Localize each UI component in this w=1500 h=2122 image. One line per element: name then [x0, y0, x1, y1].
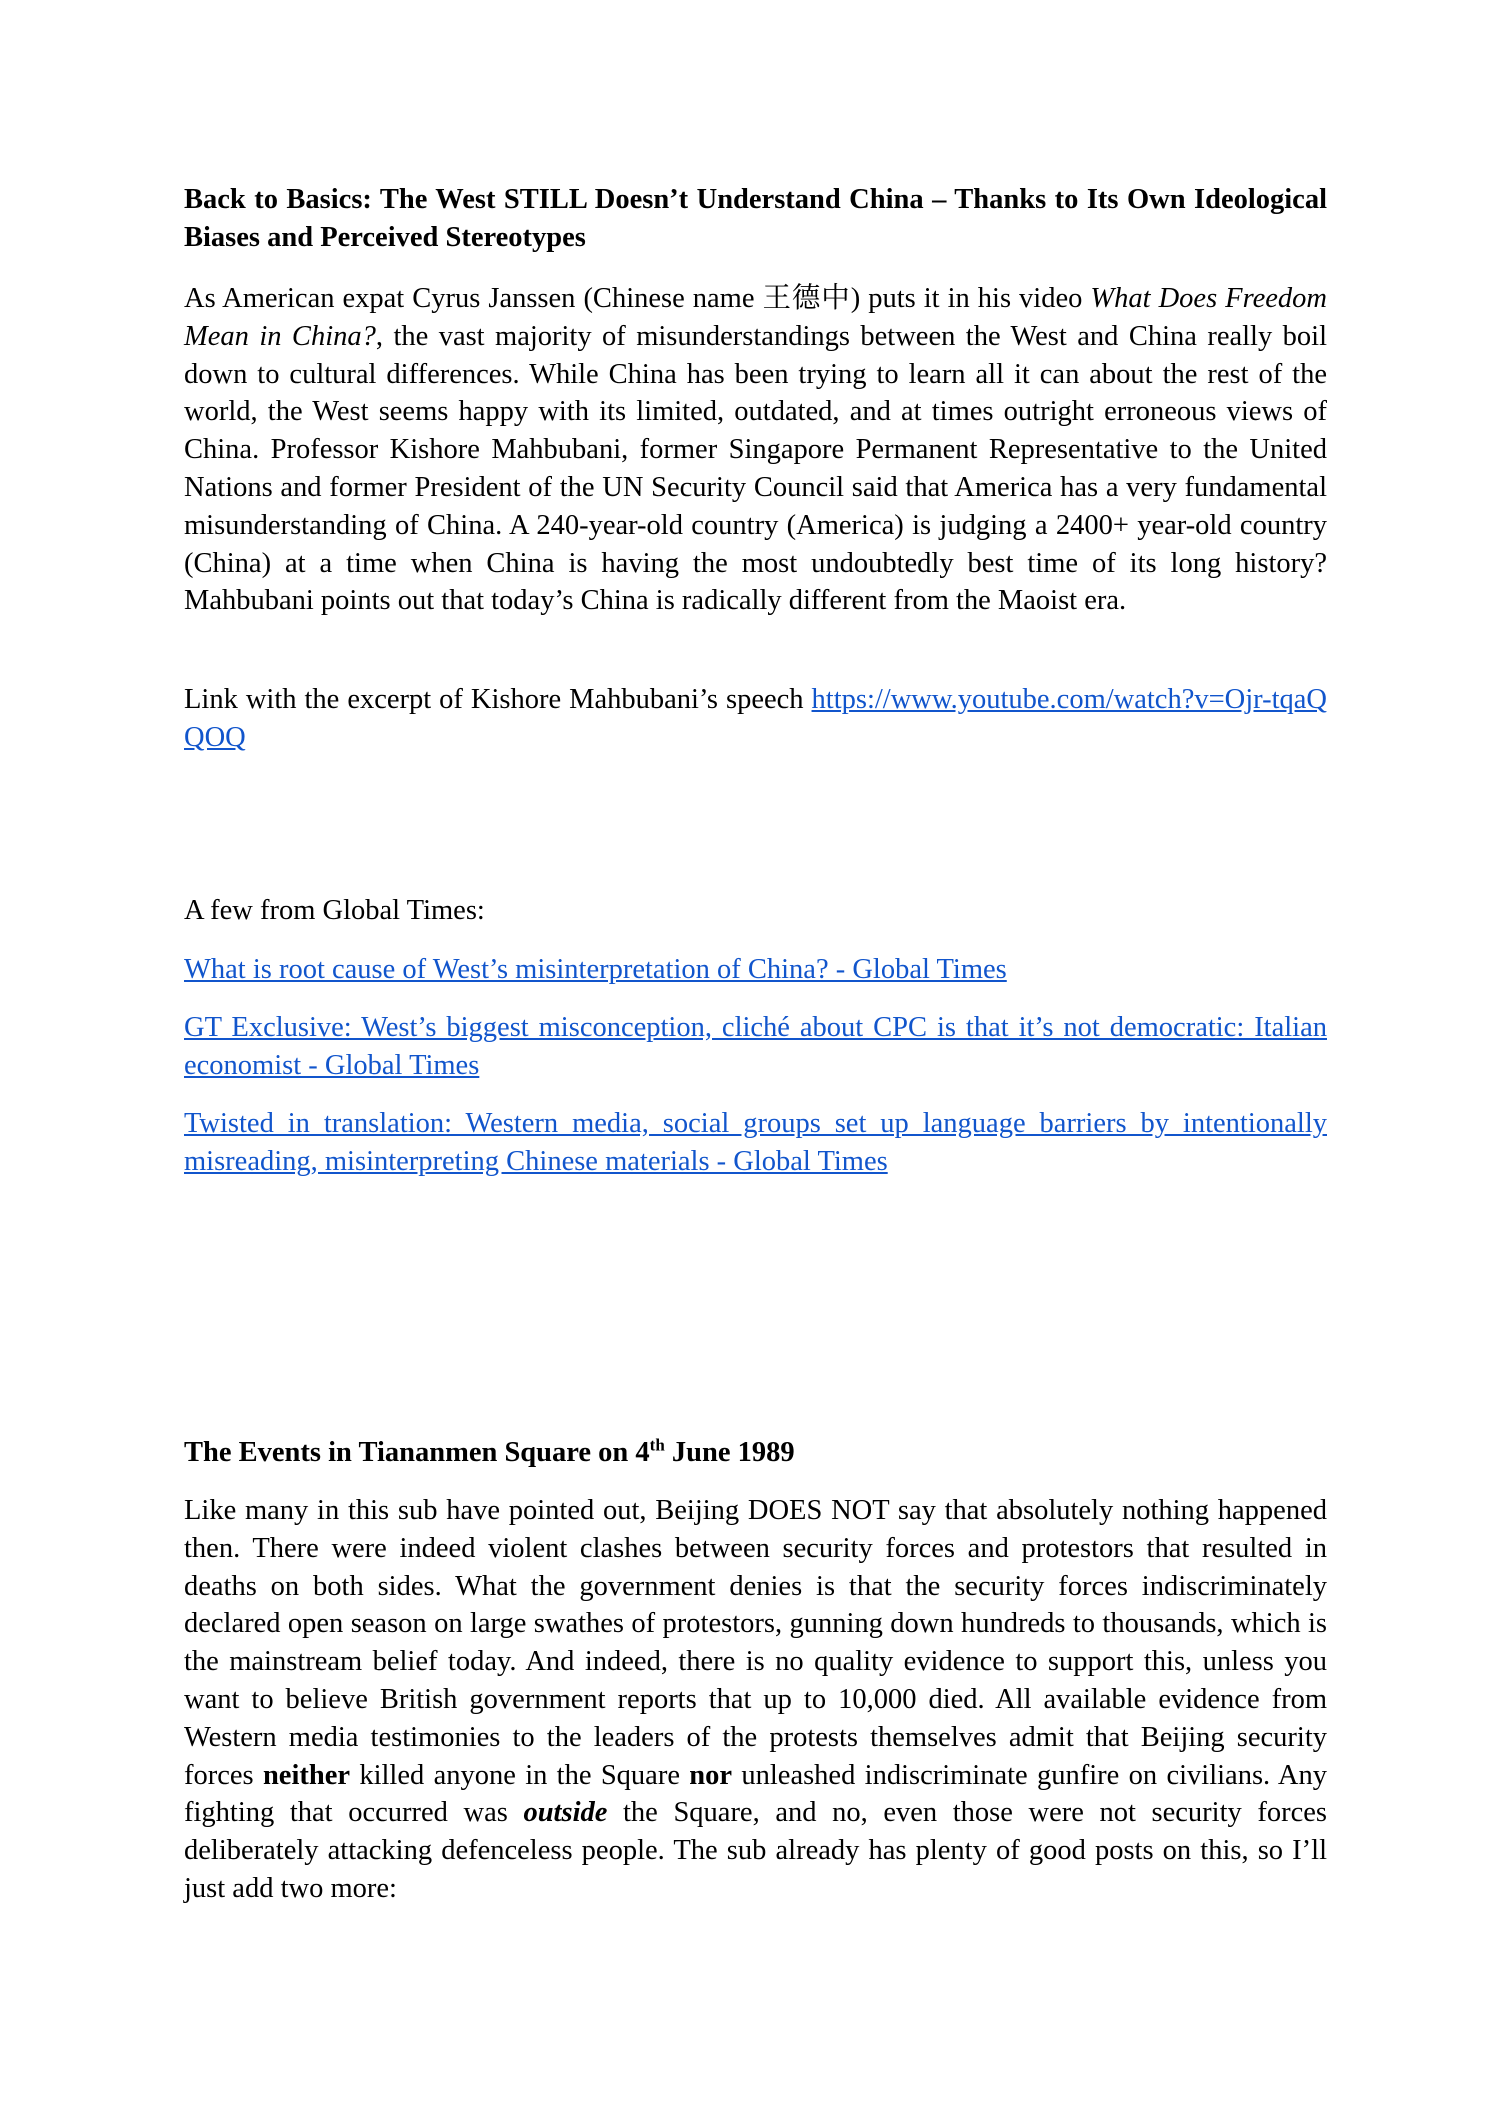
video-title: What Does Freedom Mean in China? — [184, 283, 1328, 352]
global-times-link-3 — [184, 1105, 1327, 1181]
paragraph-speech-link — [184, 681, 1327, 757]
youtube-link[interactable]: https://www.youtube.com/watch?v=Ojr-tqaQQOQ — [184, 684, 1327, 753]
text: unleashed indiscriminate gunfire on civilians. Any fighting that occurred was — [184, 1759, 1327, 1829]
text: Link with the excerpt of Kishore Mahbubani’s speech — [184, 684, 812, 715]
emphasis: nor — [689, 1759, 733, 1791]
global-times-link-2 — [184, 1009, 1327, 1085]
global-times-intro: A few from Global Times: — [184, 895, 485, 926]
article-link[interactable]: What is root cause of West’s misinterpretation of China? - Global Times — [184, 954, 1007, 985]
global-times-link-1 — [184, 951, 1327, 989]
text: the Square, and no, even those were not security forces deliberately attacking defenceless people. The sub already has plenty of good posts on this, so I’ll just add two more: — [184, 1797, 1327, 1904]
text: As American expat Cyrus Janssen (Chinese name 王德中) puts it in his video — [184, 283, 1091, 314]
paragraph-tiananmen — [184, 1492, 1327, 1908]
article-link[interactable]: Twisted in translation: Western media, social groups set up language barriers by intentionally misreading, misinterpreting Chinese materials - Global Times — [184, 1108, 1327, 1177]
text: The Events in Tiananmen Square on 4 — [184, 1437, 650, 1468]
section-title-tiananmen — [184, 1434, 1327, 1472]
section-title-back-to-basics: Back to Basics: The West STILL Doesn’t Understand China – Thanks to Its Own Ideological Biases and Perceived Stereotypes — [184, 184, 1327, 253]
article-link[interactable]: GT Exclusive: West’s biggest misconception, cliché about CPC is that it’s not democratic: Italian economist - Global Times — [184, 1012, 1327, 1081]
superscript: th — [649, 1435, 665, 1455]
emphasis: outside — [523, 1797, 608, 1829]
emphasis: neither — [262, 1759, 351, 1791]
paragraph-janssen — [184, 280, 1327, 620]
text: Like many in this sub have pointed out, Beijing DOES NOT say that absolutely nothing happened then. There were indeed violent clashes between security forces and protestors that resulted in deaths on both sides. What the government denies is that the security forces indiscriminately declared open season on large swathes of protestors, gunning down hundreds to thousands, which is the mainstream belief today. And indeed, there is no quality evidence to support this, unless you want to believe British government reports that up to 10,000 died. All available evidence from Western media testimonies to the leaders of the protests themselves admit that Beijing security forces — [184, 1495, 1327, 1791]
text: June 1989 — [664, 1437, 795, 1468]
text: killed anyone in the Square — [350, 1759, 690, 1791]
text: , the vast majority of misunderstandings between the West and China really boil down to cultural differences. While China has been trying to learn all it can about the rest of the world, the West seems happy with its limited, outdated, and at times outright erroneous views of China. Professor Kishore Mahbubani, former Singapore Permanent Representative to the United Nations and former President of the UN Security Council said that America has a very fundamental misunderstanding of China. A 240-year-old country (America) is judging a 2400+ year-old country (China) at a time when China is having the most undoubtedly best time of its long history? Mahbubani points out that today’s China is radically different from the Maoist era. — [184, 320, 1327, 617]
